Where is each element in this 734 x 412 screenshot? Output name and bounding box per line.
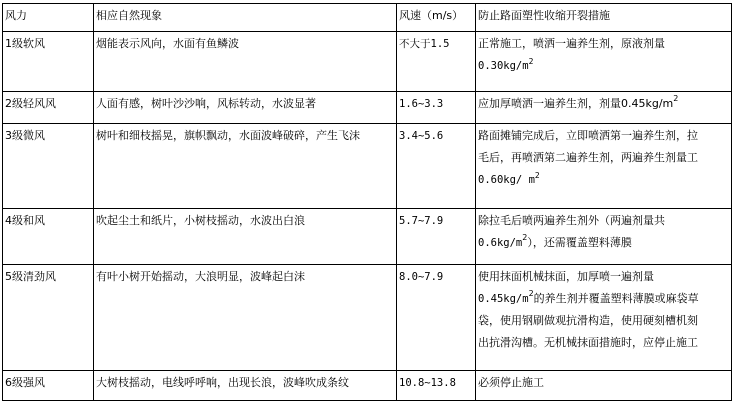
header-wind-force: 风力 [3,4,94,32]
cell-wind-speed: 10.8~13.8 [397,371,476,401]
cell-measure [476,32,732,92]
cell-measure [476,124,732,209]
unit-exponent: 2 [528,56,534,66]
measure-line [478,288,729,310]
cell-wind-speed: 5.7~7.9 [397,209,476,265]
measure-dose: 0.45kg/m [478,293,529,305]
measure-line [478,169,729,191]
cell-phenomena: 人面有感，树叶沙沙响，风标转动，水波显著 [94,92,397,124]
measure-line [478,55,729,77]
cell-wind-speed: 不大于1.5 [397,32,476,92]
header-phenomena: 相应自然现象 [94,4,397,32]
measure-line: 袋，使用钢刷做观抗滑构造，使用硬刻槽机刻 [478,314,698,327]
measure-line: 出抗滑沟槽。无机械抹面措施时，应停止施工 [478,336,698,349]
table-header-row [3,4,732,32]
measure-text: ），还需覆盖塑料薄膜 [527,236,632,249]
measure-line [478,232,729,254]
measure-line: 除拉毛后喷两遍养生剂外（两遍剂量共 [478,214,665,227]
unit-exponent: 2 [673,94,679,104]
unit-exponent: 2 [534,170,540,180]
cell-wind-level: 4级和风 [3,209,94,265]
cell-wind-speed: 8.0~7.9 [397,265,476,371]
cell-measure [476,265,732,371]
cell-phenomena: 吹起尘土和纸片，小树枝摇动，水波出白浪 [94,209,397,265]
cell-wind-speed: 1.6~3.3 [397,92,476,124]
cell-wind-level: 6级强风 [3,371,94,401]
wind-measures-table [2,3,732,401]
header-measures: 防止路面塑性收缩开裂措施 [476,4,732,32]
table-row [3,371,732,401]
measure-line: 使用抹面机械抹面，加厚喷一遍剂量 [478,270,654,283]
cell-wind-speed: 3.4~5.6 [397,124,476,209]
measure-dose: 0.30kg/m [478,60,529,72]
header-wind-speed: 风速（m/s） [397,4,476,32]
table-row [3,209,732,265]
cell-measure [476,92,732,124]
unit-exponent: 2 [528,289,534,299]
cell-wind-level: 5级清劲风 [3,265,94,371]
table-row [3,124,732,209]
cell-wind-level: 2级轻风风 [3,92,94,124]
measure-text: 的养生剂并覆盖塑料薄膜或麻袋草 [533,292,699,305]
unit-exponent: 2 [522,233,528,243]
measure-dose: 0.60kg/ m [478,174,535,186]
cell-wind-level: 1级软风 [3,32,94,92]
table-row [3,92,732,124]
cell-phenomena: 大树枝摇动，电线呼呼响，出现长浪，波峰吹成条纹 [94,371,397,401]
table-row [3,265,732,371]
measure-line: 应加厚喷洒一遍养生剂，剂量0.45kg/m [478,97,674,110]
cell-measure [476,371,732,401]
measure-dose: 0.6kg/m [478,237,523,249]
cell-phenomena: 有叶小树开始摇动，大浪明显，波峰起白沫 [94,265,397,371]
measure-line: 正常施工，喷洒一遍养生剂，原液剂量 [478,37,665,50]
cell-measure [476,209,732,265]
cell-phenomena: 树叶和细枝摇晃，旗帜飘动，水面波峰破碎，产生飞沫 [94,124,397,209]
measure-line: 路面摊铺完成后，立即喷洒第一遍养生剂，拉 [478,129,698,142]
measure-line: 必须停止施工 [478,376,544,389]
table-row [3,32,732,92]
measure-line: 毛后，再喷洒第二遍养生剂，两遍养生剂量工 [478,151,698,164]
cell-wind-level: 3级微风 [3,124,94,209]
cell-phenomena: 烟能表示风向，水面有鱼鳞波 [94,32,397,92]
